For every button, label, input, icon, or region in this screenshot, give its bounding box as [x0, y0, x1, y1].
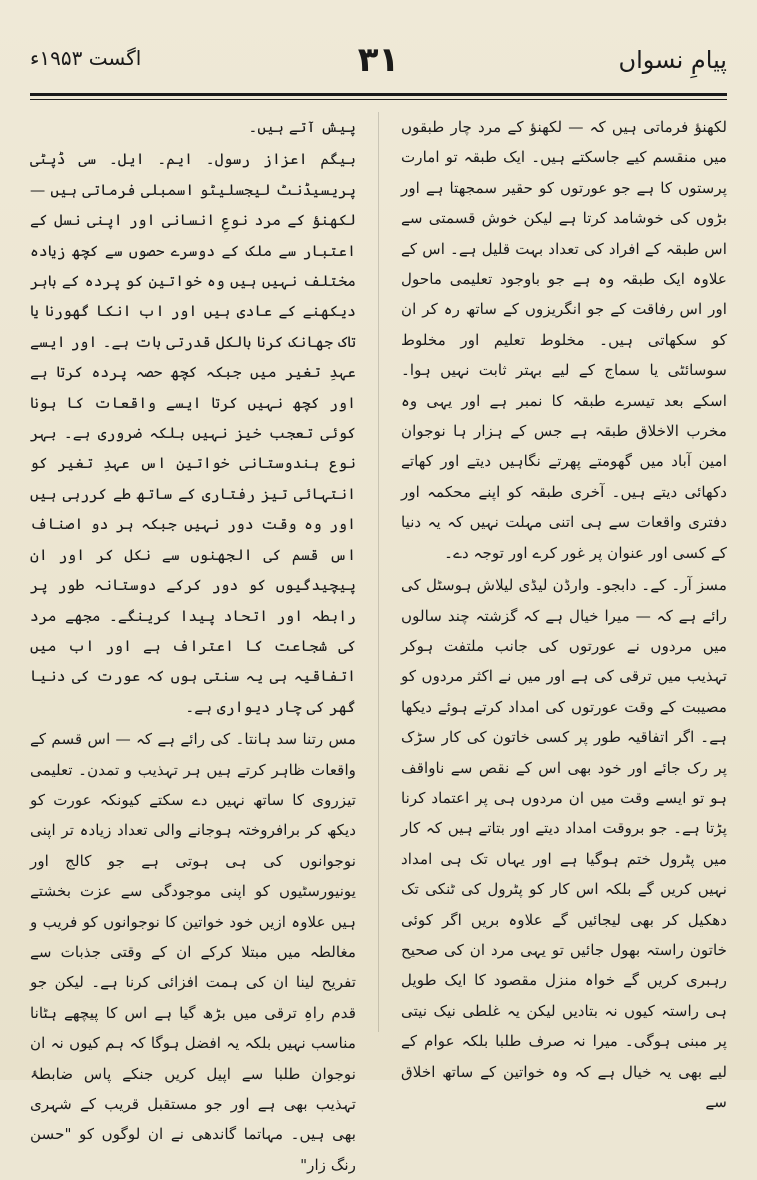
paragraph: بیگم اعزاز رسول۔ ایم۔ ایل۔ سی ڈپٹی پریسیڈنٹ لیجسلیٹو اسمبلی فرماتی ہیں — لکھنؤ کے مرد نوعِ انسانی اور اپنی نسل کے اعتبار سے ملک کے دوسرے حصوں سے کچھ زیادہ مختلف نہیں ہیں وہ خواتین کو پردہ کے باہر دیکھنے کے عادی ہیں اور اب انکا گھورنا یا تاک جھانک کرنا بالکل قدرتی بات ہے۔ اور ایسے عہدِ تغیر میں جبکہ کچھ حصہ پردہ کرتا ہے اور کچھ نہیں کرتا ایسے واقعات کا ہونا کوئی تعجب خیز نہیں بلکہ ضروری ہے۔ بہر نوع ہندوستانی خواتین اس عہدِ تغیر کو انتہائی تیز رفتاری کے ساتھ طے کررہی ہیں اور وہ وقت دور نہیں جبکہ ہر دو اصناف اس قسم کی الجھنوں سے نکل کر اور ان پیچیدگیوں کو دور کرکے دوستانہ طور پر رابطہ اور اتحاد پیدا کرینگے۔ مجھے مرد کی شجاعت کا اعتراف ہے اور اب میں اتفاقیہ ہی یہ سنتی ہوں کہ عورت کی دنیا گھر کی چار دیواری ہے۔: [30, 150, 356, 716]
header-rule-thin: [30, 99, 727, 100]
journal-title: پیامِ نسواں: [618, 46, 727, 74]
column-divider: [378, 112, 379, 1032]
text-columns: [30, 112, 727, 1174]
paragraph: پیش آتے ہیں۔: [248, 118, 356, 136]
paragraph: مس رتنا سد ہانتا۔ کی رائے ہے کہ — اس قسم کے واقعات ظاہر کرتے ہیں ہر تہذیب و تمدن۔ تعلیمی تیزروی کا ساتھ نہیں دے سکتے کیونکہ عورت کو دیکھ کر برافروختہ ہوجانے والی تعداد زیادہ تر اپنی نوجوانوں کی ہی ہوتی ہے جو کالج اور یونیورسٹیوں کو اپنی موجودگی سے عزت بخشتے ہیں علاوہ ازیں خود خواتین کا نوجوانوں کو فریب و مغالطہ میں مبتلا کرکے ان کے وقتی جذبات سے تفریح لینا ان کی ہمت افزائی کرنا ہے۔ لیکن جو قدم راہِ ترقی میں بڑھ گیا ہے اس کا پیچھے ہٹانا مناسب نہیں بلکہ یہ افضل ہوگا کہ ہم کیوں نہ ان نوجوان طلبا سے اپیل کریں جنکے پاس ضابطۂ تہذیب بھی ہے اور جو مستقبل قریب کے شہری بھی ہیں۔ مہاتما گاندھی نے ان لوگوں کو "حسن رنگ زار": [30, 730, 356, 1174]
page-header: [30, 36, 727, 94]
page-number: ۳۱: [357, 40, 400, 80]
issue-date: اگست ۱۹۵۳ء: [30, 46, 142, 70]
left-column: [30, 112, 356, 1174]
header-rule-thick: [30, 93, 727, 96]
paragraph: لکھنؤ فرماتی ہیں کہ — لکھنؤ کے مرد چار طبقوں میں منقسم کیے جاسکتے ہیں۔ ایک طبقہ تو امارت پرستوں کا ہے جو عورتوں کو حقیر سمجھتا ہے اور بڑوں کی خوشامد کرتا ہے لیکن خوش قسمتی سے اس طبقہ کے افراد کی تعداد بہت قلیل ہے۔ اس کے علاوہ ایک طبقہ وہ ہے جو باوجود تعلیمی ماحول اور اس رفاقت کے جو انگریزوں کے ساتھ رہ کر ان کو سکھاتی ہیں۔ مخلوط تعلیم اور مخلوط سوسائٹی یا سماج کے لیے بہتر ثابت نہیں ہوا۔ اسکے بعد تیسرے طبقہ کا نمبر ہے اور یہی وہ مخرب الاخلاق طبقہ ہے جس کے ہزار ہا نوجوان امین آباد میں گھومتے پھرتے نگاہیں دیتے اور کھاتے دکھائی دیتے ہیں۔ آخری طبقہ کو اپنے محکمہ اور دفتری واقعات سے ہی اتنی مہلت نہیں کہ یہ دنیا کے کسی اور عنوان پر غور کرے اور توجہ دے۔: [401, 118, 727, 562]
right-column: [401, 112, 727, 1111]
paragraph: مسز آر۔ کے۔ دابجو۔ وارڈن لیڈی لیلاش ہوسٹل کی رائے ہے کہ — میرا خیال ہے کہ گزشتہ چند سالوں میں مردوں نے عورتوں کی جانب ملتفت ہوکر تہذیب میں ترقی کی ہے اور میں نے اکثر مردوں کو مصیبت کے وقت عورتوں کی امداد کرتے ہوئے دیکھا ہے۔ اگر اتفاقیہ طور پر کسی خاتون کی کار سڑک پر رک جائے اور خود بھی اس کے نقص سے ناواقف ہو تو ایسے وقت میں ان مردوں ہی پر اعتماد کرنا پڑتا ہے۔ جو بروقت امداد دیتے اور بتاتے ہیں کہ کار میں پٹرول ختم ہوگیا ہے اور یہاں تک ہی امداد نہیں کریں گے بلکہ اس کار کو پٹرول کی ٹنکی تک دھکیل کر بھی لیجائیں گے علاوہ بریں اگر کوئی خاتون راستہ بھول جائیں تو یہی مرد ان کی صحیح رہبری کریں گے خواہ منزل مقصود کا ایک طویل ہی راستہ کیوں نہ بتادیں لیکن یہ غلطی نیک نیتی پر مبنی ہوگی۔ میرا نہ صرف طلبا بلکہ عوام کے لیے بھی یہ خیال ہے کہ وہ خواتین کے ساتھ اخلاق سے: [401, 576, 727, 1111]
